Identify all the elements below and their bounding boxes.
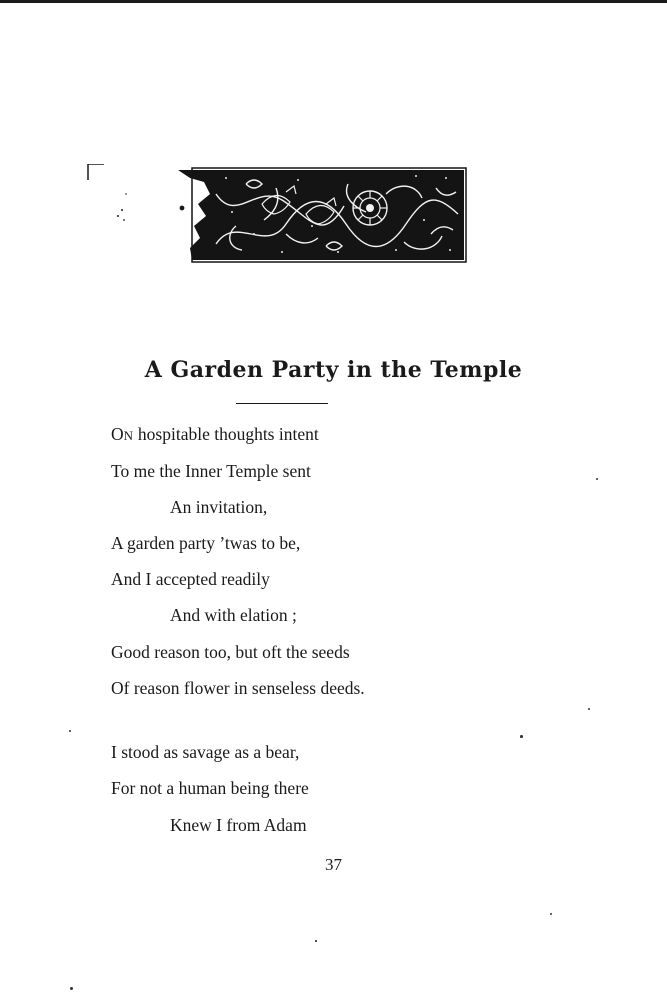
- poem-line-2: To me the Inner Temple sent: [111, 461, 311, 481]
- page-title: A Garden Party in the Temple: [144, 357, 523, 383]
- scan-speck: [69, 730, 71, 732]
- drop-initial: O: [111, 424, 124, 444]
- line-text: hospitable thoughts intent: [133, 424, 319, 444]
- scan-speck: [315, 940, 317, 942]
- poem-line-4: A garden party ’twas to be,: [111, 533, 301, 553]
- poem-line-8: Of reason flower in senseless deeds.: [111, 678, 365, 698]
- scan-speck: [520, 735, 523, 738]
- scan-speck: [596, 478, 598, 480]
- poem-line-6: And with elation ;: [170, 605, 297, 625]
- small-caps-letters: N: [123, 428, 134, 443]
- page-number: 37: [325, 855, 342, 874]
- top-edge-rule: [0, 0, 667, 3]
- poem-line-5: And I accepted readily: [111, 569, 270, 589]
- poem-line-1: [111, 424, 319, 445]
- poem-line-11: Knew I from Adam: [170, 815, 307, 835]
- poem-line-7: Good reason too, but oft the seeds: [111, 642, 350, 662]
- scan-speck: [70, 987, 73, 990]
- title-underline-rule: [236, 403, 328, 404]
- scan-speck: [550, 913, 552, 915]
- foliate-headpiece-icon: [86, 164, 468, 264]
- poem-line-3: An invitation,: [170, 497, 268, 517]
- scan-speck: [588, 708, 590, 710]
- poem-line-10: For not a human being there: [111, 778, 309, 798]
- poem-line-9: I stood as savage as a bear,: [111, 742, 300, 762]
